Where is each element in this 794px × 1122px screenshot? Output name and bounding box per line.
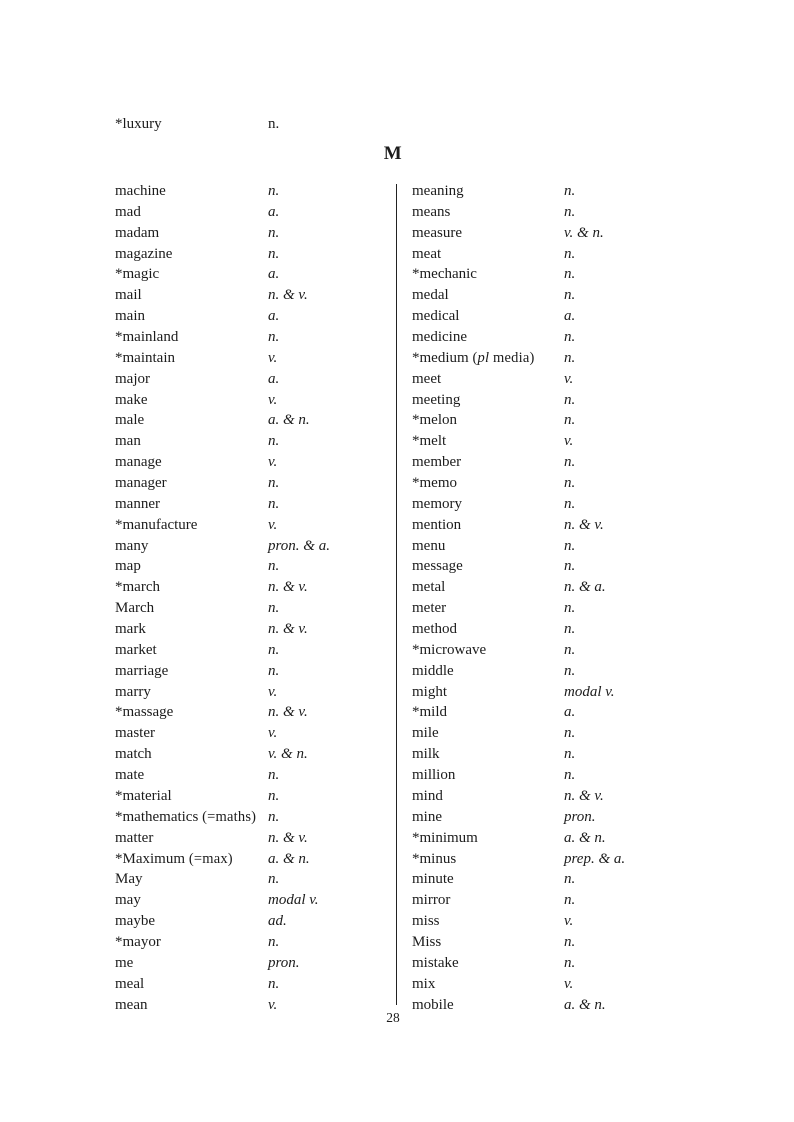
- entry-pos: v.: [564, 975, 574, 992]
- entry-word: meeting: [412, 391, 461, 408]
- entry-word: mind: [412, 787, 443, 804]
- entry-pos: v.: [268, 516, 278, 533]
- entry-word: metal: [412, 579, 446, 596]
- entry-pos: n.: [564, 349, 576, 366]
- entry-pos: a. & n.: [564, 996, 606, 1013]
- entry-word: *mainland: [115, 329, 179, 346]
- entry-pos: n.: [268, 641, 280, 658]
- entry-pos: n.: [564, 621, 576, 638]
- dictionary-entry-row: [412, 327, 707, 348]
- dictionary-entry-row: [412, 536, 707, 557]
- dictionary-entry-row: [115, 765, 410, 786]
- entry-word: mistake: [412, 954, 459, 971]
- entry-word: mate: [115, 767, 145, 784]
- entry-pos: v.: [564, 913, 574, 930]
- dictionary-entry-row: [115, 619, 410, 640]
- dictionary-entry-row: [115, 974, 410, 995]
- dictionary-entry-row: [115, 473, 410, 494]
- entry-word: meal: [115, 975, 145, 992]
- entry-word: *manufacture: [115, 516, 198, 533]
- entry-pos: a. & n.: [268, 850, 310, 867]
- entry-pos: n.: [564, 600, 576, 617]
- entry-word: magazine: [115, 245, 173, 262]
- dictionary-entry-row: [412, 515, 707, 536]
- entry-pos: n.: [564, 454, 576, 471]
- entry-pos: n. & v.: [268, 704, 308, 721]
- entry-word: Miss: [412, 933, 442, 950]
- entry-word: meaning: [412, 183, 464, 199]
- entry-word: mention: [412, 516, 462, 533]
- dictionary-entry-row: [115, 577, 410, 598]
- entry-pos: n.: [564, 892, 576, 909]
- entry-word: map: [115, 558, 141, 575]
- entry-pos: n.: [564, 329, 576, 346]
- dictionary-entry-row: [412, 285, 707, 306]
- dictionary-entry-row: [412, 306, 707, 327]
- entry-pos: n. & a.: [564, 579, 606, 596]
- entry-word: *material: [115, 787, 172, 804]
- entry-word: minute: [412, 871, 454, 888]
- dictionary-entry-row: [115, 181, 410, 202]
- entry-pos: v.: [268, 454, 278, 471]
- entry-pos: n.: [268, 933, 280, 950]
- entry-pos: n.: [564, 183, 576, 199]
- entry-pos: pron.: [564, 808, 596, 825]
- right-column: [412, 181, 707, 1015]
- entry-pos: n.: [564, 203, 576, 220]
- dictionary-entry-row: [115, 911, 410, 932]
- entry-word: major: [115, 370, 150, 387]
- dictionary-entry-row: [412, 723, 707, 744]
- entry-word: meat: [412, 245, 442, 262]
- entry-word: meter: [412, 600, 447, 617]
- entry-word: mobile: [412, 996, 454, 1013]
- entry-word: mile: [412, 725, 439, 742]
- entry-word: me: [115, 954, 134, 971]
- entry-word: means: [412, 203, 451, 220]
- dictionary-entry-row: [412, 223, 707, 244]
- entry-pos: v. & n.: [268, 746, 308, 763]
- dictionary-entry-row: [412, 640, 707, 661]
- dictionary-entry-row: [412, 932, 707, 953]
- entry-pos: n.: [268, 975, 280, 992]
- entry-word: *melt: [412, 433, 447, 450]
- dictionary-entry-row: [412, 911, 707, 932]
- entry-pos: n.: [564, 725, 576, 742]
- entry-word: *march: [115, 579, 160, 596]
- entry-word: mean: [115, 996, 148, 1013]
- entry-pos: a.: [268, 308, 280, 325]
- entry-pos: v.: [268, 725, 278, 742]
- entry-word: *minimum: [412, 829, 478, 846]
- dictionary-entry-row: [115, 306, 410, 327]
- entry-pos: n. & v.: [564, 516, 604, 533]
- entry-note: (=maths): [198, 808, 257, 825]
- dictionary-entry-row: [412, 556, 707, 577]
- dictionary-entry-row: [412, 661, 707, 682]
- dictionary-entry-row: [412, 264, 707, 285]
- entry-pos: n. & v.: [564, 787, 604, 804]
- dictionary-entry-row: [412, 348, 707, 369]
- entry-word: menu: [412, 537, 446, 554]
- entry-word: *mayor: [115, 933, 161, 950]
- entry-pos: a.: [268, 370, 280, 387]
- entry-word: milk: [412, 746, 440, 763]
- entry-word: male: [115, 412, 145, 429]
- entry-word: main: [115, 308, 145, 325]
- entry-word: manner: [115, 495, 160, 512]
- entry-word: madam: [115, 224, 160, 241]
- dictionary-entry-row: [115, 640, 410, 661]
- dictionary-entry-row: [412, 473, 707, 494]
- entry-word: *maintain: [115, 349, 175, 366]
- entry-word: million: [412, 767, 456, 784]
- entry-word: medal: [412, 287, 449, 304]
- entry-pos: n.: [268, 871, 280, 888]
- entry-pos: n.: [564, 871, 576, 888]
- entry-pos: v.: [564, 370, 574, 387]
- entry-word: medicine: [412, 329, 467, 346]
- entry-pos: n.: [564, 954, 576, 971]
- dictionary-entry-row: [115, 223, 410, 244]
- entry-word: might: [412, 683, 448, 700]
- dictionary-entry-row: [412, 828, 707, 849]
- dictionary-entry-row: [412, 744, 707, 765]
- dictionary-entry-row: [115, 828, 410, 849]
- entry-pos: a. & n.: [268, 412, 310, 429]
- dictionary-entry-row: [412, 890, 707, 911]
- entry-word: measure: [412, 224, 462, 241]
- entry-pos: n.: [564, 391, 576, 408]
- entry-pos: n.: [268, 495, 280, 512]
- entry-word: marry: [115, 683, 151, 700]
- dictionary-entry-row: [115, 953, 410, 974]
- entry-pos: a.: [268, 266, 280, 283]
- entry-word: memory: [412, 495, 462, 512]
- dictionary-entry-row: [412, 702, 707, 723]
- dictionary-entry-row: [115, 452, 410, 473]
- entry-pos: n.: [268, 600, 280, 617]
- entry-pos: n.: [268, 224, 280, 241]
- left-column: [115, 181, 410, 1015]
- entry-word: *magic: [115, 266, 160, 283]
- page-number: 28: [386, 1010, 400, 1025]
- entry-pos: n.: [564, 475, 576, 492]
- dictionary-entry-row: [115, 369, 410, 390]
- entry-word: matter: [115, 829, 154, 846]
- dictionary-entry-row: [115, 786, 410, 807]
- entry-word: *mathematics: [115, 808, 199, 825]
- entry-word: match: [115, 746, 152, 763]
- dictionary-entry-row: [115, 723, 410, 744]
- dictionary-entry-row: [412, 953, 707, 974]
- entry-word: many: [115, 537, 149, 554]
- entry-pos: n.: [564, 641, 576, 658]
- entry-word: miss: [412, 913, 440, 930]
- entry-word: *massage: [115, 704, 174, 721]
- entry-word: *luxury: [115, 116, 162, 132]
- dictionary-entry-row: [115, 536, 410, 557]
- dictionary-entry-row: [115, 682, 410, 703]
- entry-word: *mild: [412, 704, 448, 721]
- entry-word: method: [412, 621, 457, 638]
- dictionary-entry-row: [412, 869, 707, 890]
- entry-pos: pron.: [268, 954, 300, 971]
- entry-word: make: [115, 391, 148, 408]
- dictionary-entry-row: [412, 390, 707, 411]
- entry-pos: n.: [564, 746, 576, 763]
- dictionary-entry-row: [412, 807, 707, 828]
- dictionary-entry-row: [115, 869, 410, 890]
- dictionary-entry-row: [412, 765, 707, 786]
- dictionary-entry-row: [412, 369, 707, 390]
- entry-word: mark: [115, 621, 146, 638]
- dictionary-entry-row: [412, 786, 707, 807]
- entry-pos: v.: [564, 433, 574, 450]
- entry-pos: n. & v.: [268, 579, 308, 596]
- entry-pos: n.: [564, 495, 576, 512]
- entry-word: mix: [412, 975, 436, 992]
- entry-pos: a. & n.: [564, 829, 606, 846]
- entry-word: *mechanic: [412, 266, 477, 283]
- entry-pos: n.: [564, 933, 576, 950]
- dictionary-entry-row: [412, 849, 707, 870]
- entry-pos: n.: [268, 245, 280, 262]
- entry-pos: modal v.: [268, 892, 319, 909]
- entry-word: March: [115, 600, 155, 617]
- dictionary-entry-row: [412, 494, 707, 515]
- entry-pos: n.: [268, 808, 280, 825]
- entry-pos: n. & v.: [268, 829, 308, 846]
- entry-pos: n.: [268, 662, 280, 679]
- dictionary-entry-row: [115, 202, 410, 223]
- entry-pos: v. & n.: [564, 224, 604, 241]
- dictionary-entry-row: [115, 598, 410, 619]
- entry-pos: n.: [268, 558, 280, 575]
- dictionary-entry-row: [412, 974, 707, 995]
- entry-word: *melon: [412, 412, 457, 429]
- entry-pos: n.: [268, 475, 280, 492]
- entry-pos: n. & v.: [268, 287, 308, 304]
- entry-pos: a.: [564, 308, 576, 325]
- entry-pos: n.: [564, 558, 576, 575]
- entry-word: mine: [412, 808, 442, 825]
- entry-word: man: [115, 433, 141, 450]
- dictionary-entry-row: [412, 244, 707, 265]
- entry-word: *memo: [412, 475, 457, 492]
- dictionary-entry-row: [412, 619, 707, 640]
- dictionary-entry-row: [115, 932, 410, 953]
- dictionary-entry-row: [115, 661, 410, 682]
- entry-word: mad: [115, 203, 141, 220]
- dictionary-entry-row: [115, 556, 410, 577]
- entry-word: medical: [412, 308, 460, 325]
- entry-word: *minus: [412, 850, 457, 867]
- entry-word: machine: [115, 183, 166, 199]
- dictionary-entry-row: [412, 682, 707, 703]
- dictionary-entry-row: [115, 515, 410, 536]
- dictionary-entry-row: [412, 598, 707, 619]
- entry-pos: n.: [268, 767, 280, 784]
- entry-word: message: [412, 558, 463, 575]
- entry-pos: v.: [268, 349, 278, 366]
- entry-word: market: [115, 641, 157, 658]
- entry-word: *Maximum: [115, 850, 185, 867]
- dictionary-entry-row: [412, 431, 707, 452]
- dictionary-entry-row: [115, 744, 410, 765]
- entry-word: mail: [115, 287, 142, 304]
- entry-pos: n.: [268, 329, 280, 346]
- dictionary-entry-row: [115, 807, 410, 828]
- entry-word: manager: [115, 475, 167, 492]
- dictionary-entry-row: [115, 264, 410, 285]
- entry-word: May: [115, 871, 143, 888]
- dictionary-entry-row: [115, 348, 410, 369]
- entry-word: meet: [412, 370, 442, 387]
- dictionary-entry-row: [412, 181, 707, 202]
- dictionary-entry-row: [115, 327, 410, 348]
- entry-word: middle: [412, 662, 454, 679]
- entry-pos: v.: [268, 391, 278, 408]
- entry-pos: v.: [268, 683, 278, 700]
- entry-pos: n.: [268, 433, 280, 450]
- entry-pos: v.: [268, 996, 278, 1013]
- dictionary-entry-row: [115, 410, 410, 431]
- dictionary-entry-row: [115, 390, 410, 411]
- dictionary-entry-row: [412, 452, 707, 473]
- dictionary-entry-row: [115, 431, 410, 452]
- entry-pos: n.: [564, 662, 576, 679]
- dictionary-entry-row: [412, 202, 707, 223]
- entry-pos: n.: [268, 183, 280, 199]
- entry-word: *microwave: [412, 641, 487, 658]
- entry-pos: n.: [268, 787, 280, 804]
- dictionary-entry-row: [412, 577, 707, 598]
- entry-word: mirror: [412, 892, 451, 909]
- dictionary-entry-row: [115, 849, 410, 870]
- entry-pos: prep. & a.: [564, 850, 626, 867]
- entry-pos: n.: [564, 767, 576, 784]
- entry-word: master: [115, 725, 155, 742]
- entry-pos: pron. & a.: [268, 537, 330, 554]
- dictionary-entry-row: [115, 494, 410, 515]
- entry-word: may: [115, 892, 141, 909]
- entry-pos: n.: [268, 116, 280, 132]
- entry-pos: ad.: [268, 913, 287, 930]
- entry-pos: n. & v.: [268, 621, 308, 638]
- entry-word: *medium: [412, 349, 469, 366]
- entry-word: marriage: [115, 662, 169, 679]
- entry-pos: modal v.: [564, 683, 615, 700]
- entry-note: (pl media): [468, 349, 535, 366]
- entry-note: (=max): [185, 850, 233, 867]
- entry-word: maybe: [115, 913, 155, 930]
- entry-word: manage: [115, 454, 162, 471]
- entry-word: member: [412, 454, 462, 471]
- dictionary-entry-row: [115, 890, 410, 911]
- dictionary-entry-row: [115, 244, 410, 265]
- entry-pos: a.: [564, 704, 576, 721]
- dictionary-entry-row: [115, 702, 410, 723]
- entry-pos: n.: [564, 245, 576, 262]
- entry-pos: n.: [564, 287, 576, 304]
- carryover-entry: [115, 114, 435, 135]
- entry-pos: n.: [564, 412, 576, 429]
- entry-pos: a.: [268, 203, 280, 220]
- section-heading: M: [383, 143, 403, 164]
- dictionary-entry-row: [115, 285, 410, 306]
- entry-pos: n.: [564, 266, 576, 283]
- entry-pos: n.: [564, 537, 576, 554]
- dictionary-entry-row: [412, 410, 707, 431]
